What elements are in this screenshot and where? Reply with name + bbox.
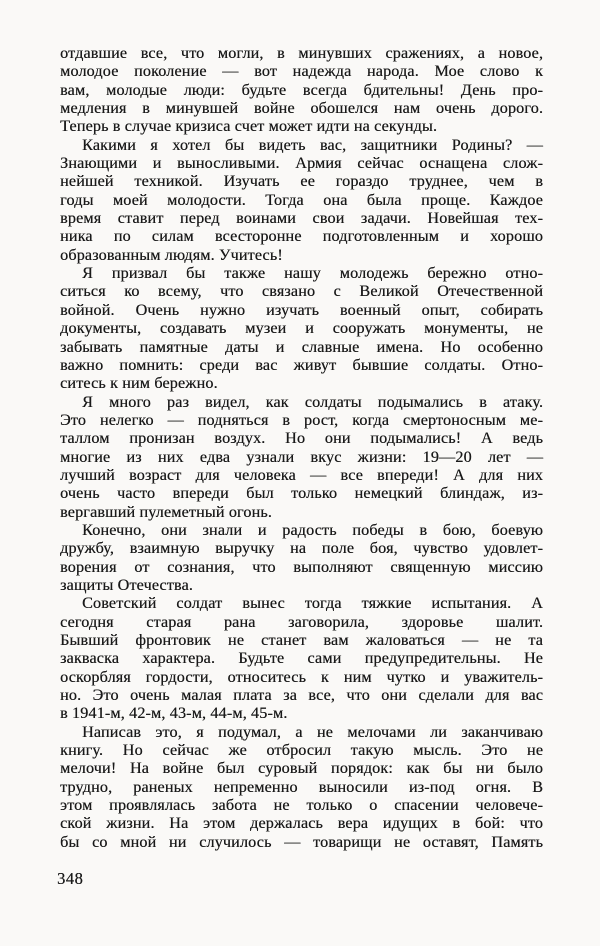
text-line: Конечно, они знали и радость победы в бою, боевую [82, 520, 543, 539]
text-line: время ставит перед воинами свои задачи. Новейшая тех- [60, 209, 543, 228]
text-line: документы, создавать музеи и сооружать монументы, не [60, 319, 543, 338]
text-line: войной. Очень нужно изучать военный опыт, собирать [60, 300, 543, 319]
text-line: ской жизни. На этом держалась вера идущих в бой: что [60, 814, 543, 833]
text-line: отдавшие все, что могли, в минувших сражениях, а новое, [60, 44, 543, 62]
text-line: вам, молодые люди: будьте всегда бдительны! День про- [60, 80, 543, 99]
text-line: сегодня старая рана заговорила, здоровье шалит. [60, 612, 543, 631]
text-line: лучший возраст для человека — все впереди! А для них [60, 465, 543, 484]
text-line: Какими я хотел бы видеть вас, защитники Родины? — [82, 135, 543, 154]
paragraph [60, 44, 543, 136]
text-line: важно помнить: среди вас живут бывшие солдаты. Отно- [60, 355, 543, 374]
text-line: вергавший пулеметный огонь. [60, 502, 272, 521]
text-line: защиты Отечества. [60, 575, 193, 594]
paragraph [60, 136, 543, 264]
paragraph [60, 393, 543, 521]
text-line: Знающими и выносливыми. Армия сейчас оснащена слож- [60, 154, 543, 173]
text-line: бы со мной ни случилось — товарищи не оставят, Память [60, 832, 543, 851]
text-line: молодое поколение — вот надежда народа. Мое слово к [60, 62, 543, 81]
text-line: нейшей техникой. Изучать ее гораздо труднее, чем в [60, 172, 543, 191]
paragraph [60, 594, 543, 722]
text-line: дружбу, взаимную выручку на поле боя, чувство удовлет- [60, 539, 543, 558]
text-block [60, 44, 543, 851]
text-line: очень часто впереди был только немецкий блиндаж, из- [60, 484, 543, 503]
text-line: медления в минувшей войне обошелся нам очень дорого. [60, 99, 543, 118]
text-line: образованным людям. Учитесь! [60, 245, 283, 264]
text-line: Теперь в случае кризиса счет может идти на секунды. [60, 117, 438, 136]
text-line: в 1941-м, 42-м, 43-м, 44-м, 45-м. [60, 704, 288, 723]
text-line: ситесь к ним бережно. [60, 374, 218, 393]
text-line: трудно, раненых непременно выносили из-под огня. В [60, 777, 543, 796]
text-line: закваска характера. Будьте сами предупредительны. Не [60, 649, 543, 668]
text-line: книгу. Но сейчас же отбросил такую мысль. Это не [60, 741, 543, 760]
text-line: ворения от сознания, что выполняют священную миссию [60, 557, 543, 576]
paragraph [60, 521, 543, 594]
text-line: оскорбляя гордости, относитесь к ним чутко и уважитель- [60, 667, 543, 686]
text-line: ника по силам всесторонне подготовленным и хорошо [60, 227, 543, 246]
text-line: Написав это, я подумал, а не мелочами ли заканчиваю [82, 722, 543, 741]
text-line: многие из них едва узнали вкус жизни: 19—20 лет — [60, 447, 543, 466]
text-line: но. Это очень малая плата за все, что они сделали для вас [60, 686, 543, 705]
text-line: Я много раз видел, как солдаты подымались в атаку. [82, 392, 543, 411]
text-line: Я призвал бы также нашу молодежь бережно отно- [82, 264, 543, 283]
text-line: ситься ко всему, что связано с Великой Отечественной [60, 282, 543, 301]
text-line: мелочи! На войне был суровый порядок: как бы ни было [60, 759, 543, 778]
text-line: забывать памятные даты и славные имена. Но особенно [60, 337, 543, 356]
paragraph [60, 723, 543, 851]
text-line: Советский солдат вынес тогда тяжкие испытания. А [82, 594, 543, 613]
paragraph [60, 264, 543, 392]
text-line: Бывший фронтовик не станет вам жаловаться — не та [60, 631, 543, 649]
text-line: этом проявлялась забота не только о спасении человече- [60, 796, 543, 815]
text-line: таллом пронизан воздух. Но они подымались! А ведь [60, 429, 543, 448]
page-number: 348 [57, 869, 84, 888]
text-line: годы моей молодости. Тогда она была проще. Каждое [60, 190, 543, 209]
text-line: Это нелегко — подняться в рост, когда смертоносным ме- [60, 410, 543, 429]
